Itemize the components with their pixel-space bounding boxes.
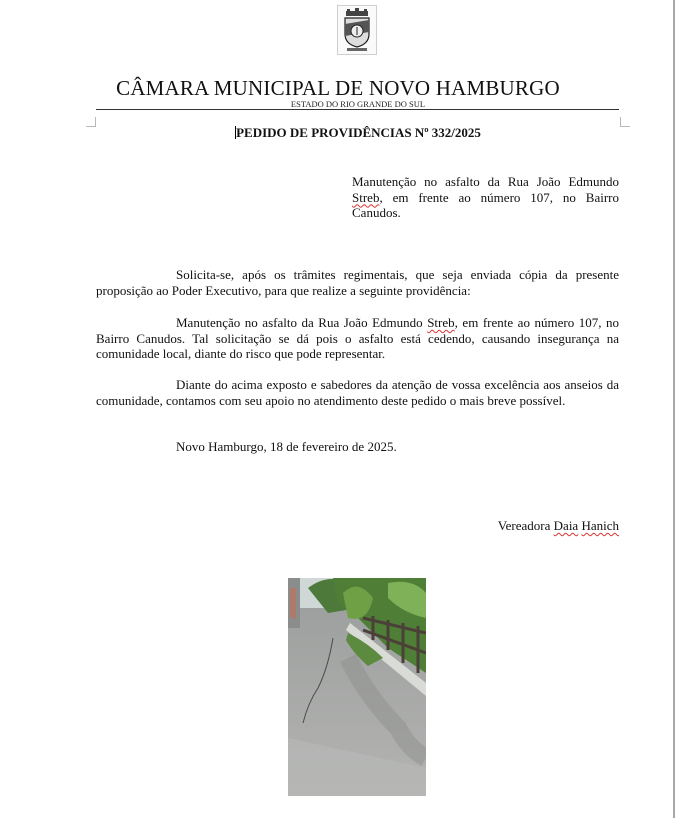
body-paragraph-request[interactable]: Solicita-se, após os trâmites regimentais, que seja enviada cópia da presente proposição ao Poder Executivo, para que realize a seguinte providência: [96,267,619,298]
page-scroll-edge [673,0,675,818]
document-title-text: PEDIDO DE PROVIDÊNCIAS Nº 332/2025 [236,125,481,140]
summary-paragraph[interactable] [352,174,619,221]
spellcheck-word[interactable]: Streb [427,315,455,330]
body-paragraph-closing[interactable]: Diante do acima exposto e sabedores da atenção de vossa excelência aos anseios da comunidade, contamos com seu apoio no atendimento deste pedido o mais breve possível. [96,377,619,408]
signature[interactable] [400,518,619,534]
summary-text-end: , em frente ao número 107, no Bairro Canudos. [352,189,619,220]
header-divider [96,109,619,110]
coat-of-arms-icon [337,5,377,55]
body-paragraph-description[interactable] [96,315,619,362]
organization-name: CÂMARA MUNICIPAL DE NOVO HAMBURGO [116,76,560,100]
spellcheck-word[interactable]: Streb [352,189,380,205]
signature-first-name: Daia [553,518,579,533]
description-text-end: , em frente ao número 107, no Bairro Canudos. Tal solicitação se dá pois o asfalto está cedendo, causando insegurança na comunidade local, diante do risco que pode representar. [96,315,619,361]
signature-last-name: Hanich [581,518,619,533]
description-text: Manutenção no asfalto da Rua João Edmundo [176,315,428,330]
date-line[interactable]: Novo Hamburgo, 18 de fevereiro de 2025. [176,439,397,454]
organization-subtitle: ESTADO DO RIO GRANDE DO SUL [290,99,426,109]
signature-title: Vereadora [497,518,554,533]
street-photo-icon[interactable] [288,578,426,796]
summary-text: Manutenção no asfalto da Rua João Edmundo [352,174,619,189]
document-title [0,125,676,141]
